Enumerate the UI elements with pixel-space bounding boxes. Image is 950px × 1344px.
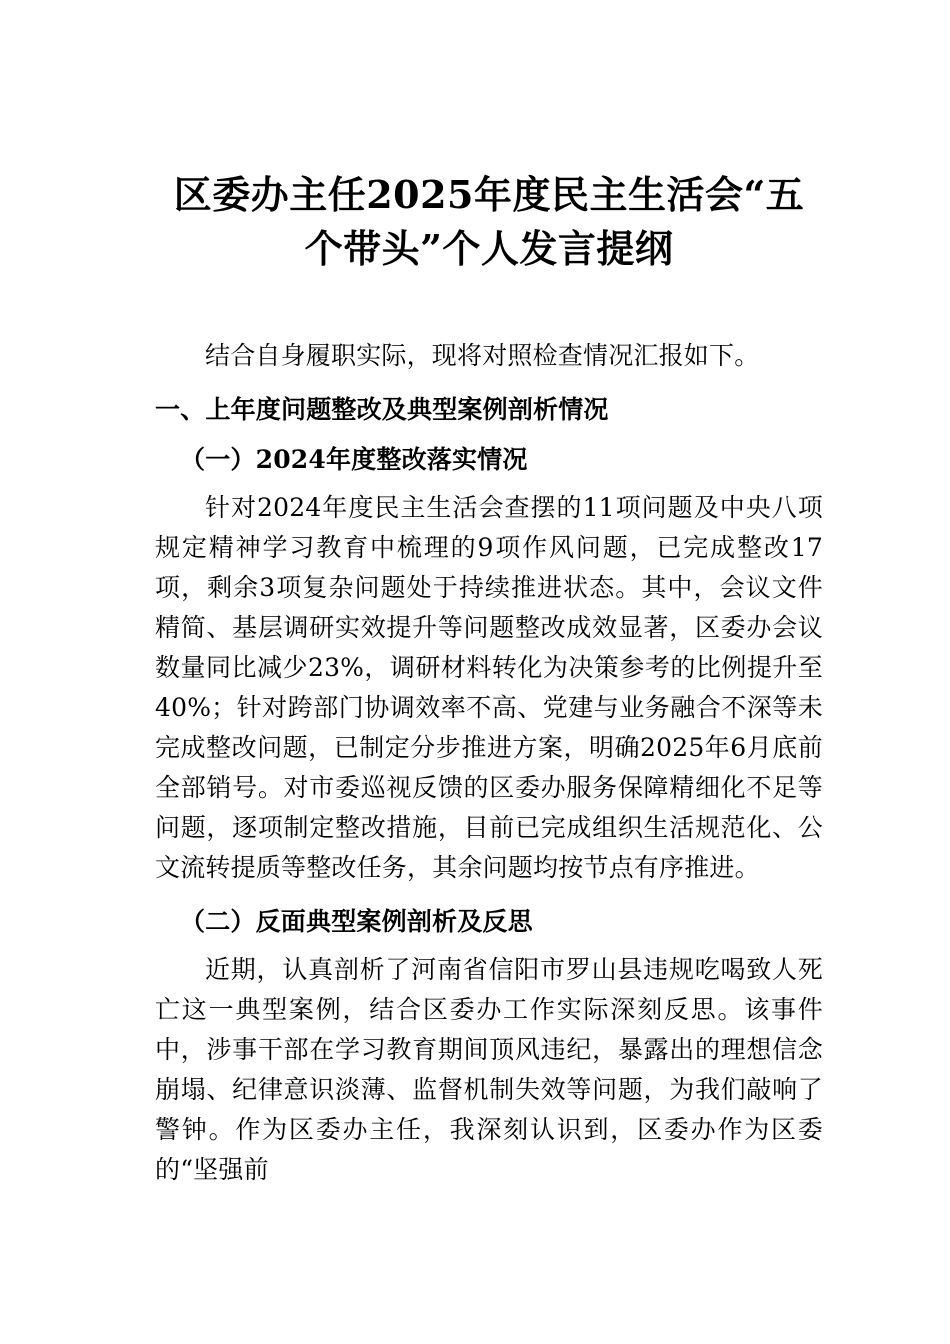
subsection-heading-1-1: （一）2024年度整改落实情况 <box>180 445 528 474</box>
document-title-line-2: 个带头”个人发言提纲 <box>304 226 674 271</box>
subsection-heading-1-2: （二）反面典型案例剖析及反思 <box>180 907 533 936</box>
document-title <box>155 0 823 276</box>
page-content-column <box>155 0 823 1190</box>
document-title-line-1: 区委办主任2025年度民主生活会“五 <box>173 172 805 217</box>
lead-paragraph: 结合自身履职实际，现将对照检查情况汇报如下。 <box>205 341 760 370</box>
subsection-paragraph-1-1: 针对2024年度民主生活会查摆的11项问题及中央八项规定精神学习教育中梳理的9项作风问题，已完成整改17项，剩余3项复杂问题处于持续推进状态。其中，会议文件精简、基层调研实效提升等问题整改成效显著，区委办会议数量同比减少23%，调研材料转化为决策参考的比例提升至40%；针对跨部门协调效率不高、党建与业务融合不深等未完成整改问题，已制定分步推进方案，明确2025年6月底前全部销号。对市委巡视反馈的区委办服务保障精细化不足等问题，逐项制定整改措施，目前已完成组织生活规范化、公文流转提质等整改任务，其余问题均按节点有序推进。 <box>155 493 823 882</box>
subsection-paragraph-1-2: 近期，认真剖析了河南省信阳市罗山县违规吃喝致人死亡这一典型案例，结合区委办工作实际深刻反思。该事件中，涉事干部在学习教育期间顶风违纪，暴露出的理想信念崩塌、纪律意识淡薄、监督机制失效等问题，为我们敲响了警钟。作为区委办主任，我深刻认识到，区委办作为区委的“坚强前 <box>155 955 823 1184</box>
section-heading-1: 一、上年度问题整改及典型案例剖析情况 <box>155 395 609 424</box>
